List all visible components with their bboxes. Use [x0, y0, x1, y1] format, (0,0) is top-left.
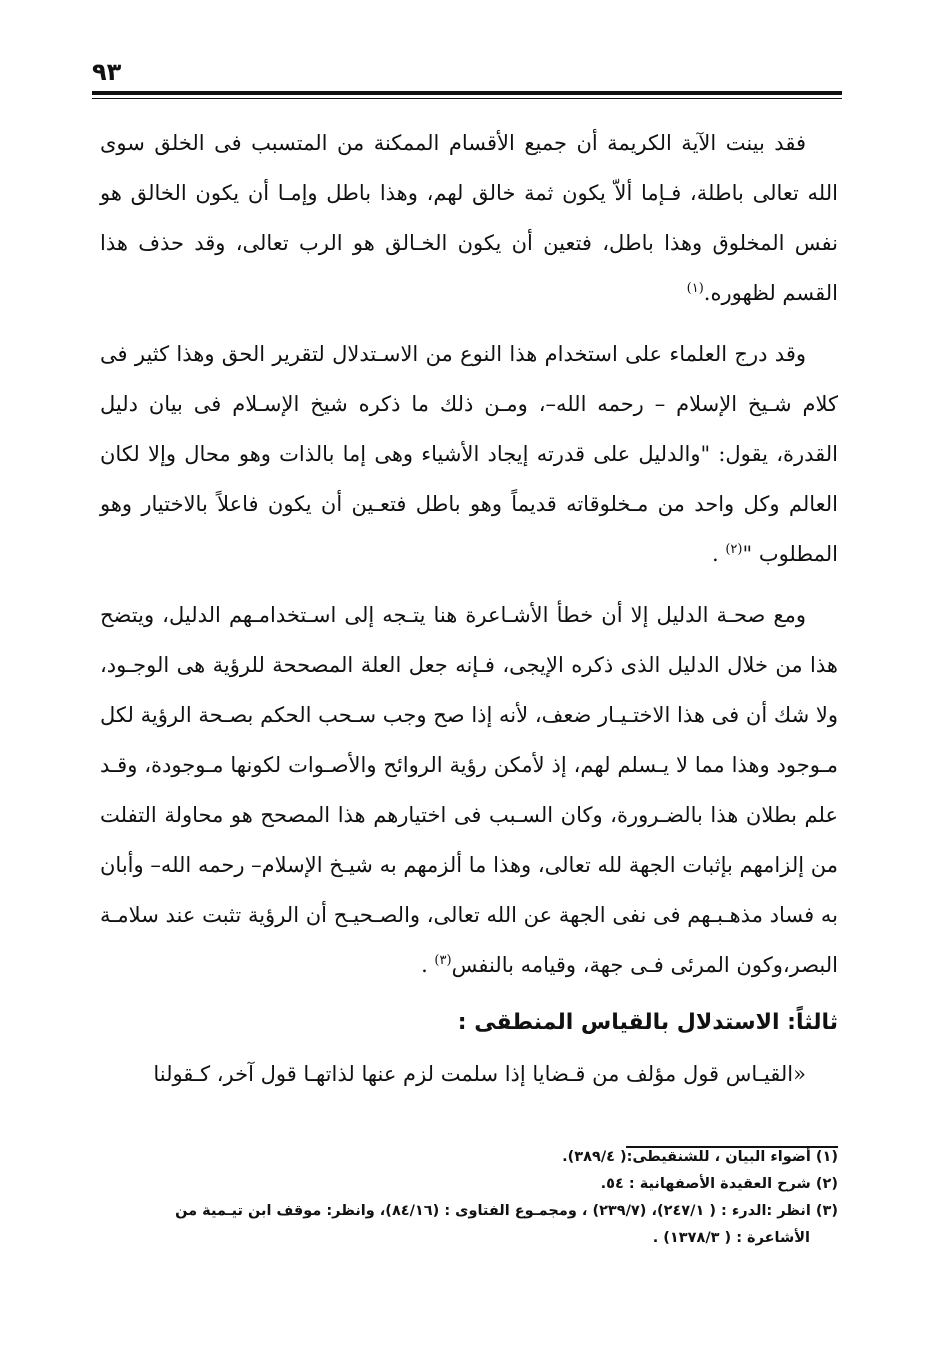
- footnote-ref-1: (١): [686, 281, 704, 296]
- footnote-1: (١) أضواء البيان ، للشنقيطى:( ٣٨٩/٤).: [562, 1149, 838, 1165]
- body-text: [100, 118, 838, 1110]
- footnote-3: (٣) انظر :الدرء : ( ٢٤٧/١)، (٢٣٩/٧) ، ومجمـوع الفتاوى : (٨٤/١٦)، وانظر: موقف ابن تيـمية من: [175, 1203, 838, 1219]
- paragraph-1-text: فقد بينت الآية الكريمة أن جميع الأقسام الممكنة من المتسبب فى الخلق سوى الله تعالى باطلة، فـإما ألاّ يكون ثمة خالق لهم، وهذا باطل وإمـا أن يكون الخالق هو نفس المخلوق وهذا باطل، فتعين أن يكون الخـالق هو الرب تعالى، وقد حذف هذا القسم لظهوره.: [100, 131, 838, 305]
- paragraph-2-end: .: [711, 542, 726, 566]
- paragraph-3-end: .: [421, 953, 435, 977]
- page-number: ٩٣: [92, 58, 122, 86]
- header-rule-thin: [92, 98, 842, 99]
- footnote-2: (٢) شرح العقيدة الأصفهانية : ٥٤.: [600, 1176, 838, 1192]
- footnote-ref-3: (٣): [434, 953, 452, 968]
- paragraph-3: [100, 590, 838, 990]
- header-rule: [92, 91, 842, 95]
- paragraph-2-text: وقد درج العلماء على استخدام هذا النوع من الاسـتدلال لتقرير الحق وهذا كثير فى كلام شـيخ الإسلام – رحمه الله–، ومـن ذلك ما ذكره شيخ الإسـلام فى بيان دليل القدرة، يقول: "والدليل على قدرته إيجاد الأشياء وهى إما بالذات وهو محال وإلا لكان العالم وكل واحد من مـخلوقاته قديماً وهو باطل فتعـين أن يكون فاعلاً بالاختيار وهو المطلوب ": [100, 342, 838, 566]
- paragraph-4: «القيـاس قول مؤلف من قـضايا إذا سلمت لزم عنها لذاتهـا قول آخر، كـقولنا: [153, 1062, 806, 1086]
- paragraph-1: [100, 118, 838, 318]
- footnote-ref-2: (٢): [725, 542, 743, 557]
- section-heading: ثالثاً: الاستدلال بالقياس المنطقى :: [457, 1010, 838, 1035]
- footnote-3-continued: الأشاعرة : ( ١٣٧٨/٣) .: [652, 1230, 810, 1246]
- paragraph-3-text: ومع صحـة الدليل إلا أن خطأ الأشـاعرة هنا يتـجه إلى اسـتخدامـهم الدليل، ويتضح هذا من خلال الدليل الذى ذكره الإيجى، فـإنه جعل العلة المصححة للرؤية هى الوجـود، ولا شك أن فى هذا الاختـيـار ضعف، لأنه إذا صح وجب سـحب الحكم بصـحة الرؤية لكل مـوجود وهذا مما لا يـسلم لهم، إذ لأمكن رؤية الروائح والأصـوات لكونها مـوجودة، وقـد علم بطلان هذا بالضـرورة، وكان السـبب فى اختيارهم هذا المصحح هو محاولة التفلت من إلزامهم بإثبات الجهة لله تعالى، وهذا ما ألزمهم به شيـخ الإسلام– رحمه الله– وأبان به فساد مذهـبـهم فى نفى الجهة عن الله تعالى، والصـحيـح أن الرؤية تثبت عند سلامـة البصر،وكون المرئى فـى جهة، وقيامه بالنفس: [100, 603, 838, 977]
- paragraph-2: [100, 329, 838, 579]
- footnotes: [100, 1144, 838, 1252]
